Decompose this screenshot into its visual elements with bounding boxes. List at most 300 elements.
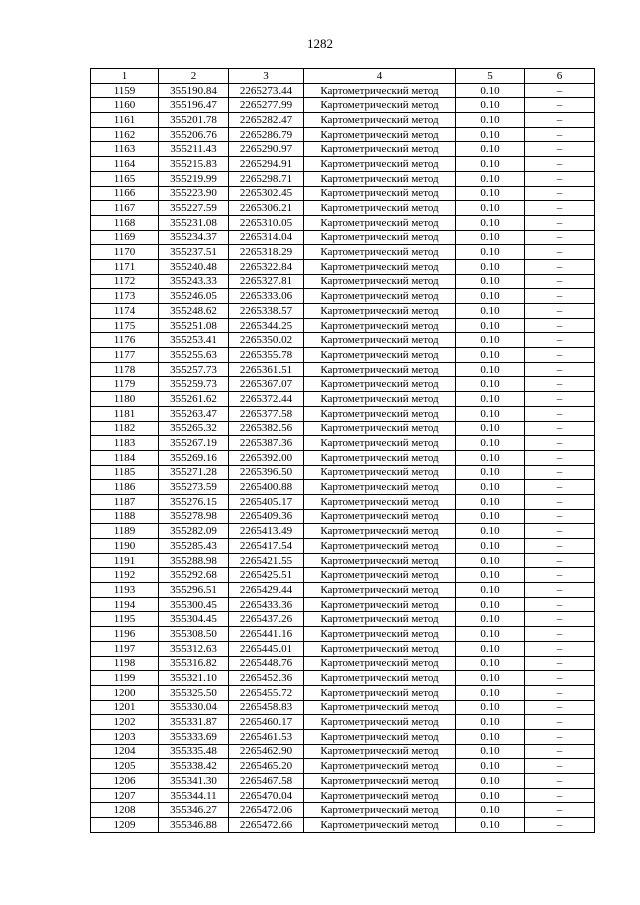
point-number-cell: 1202 <box>91 715 159 730</box>
note-cell: – <box>525 245 595 260</box>
note-cell: – <box>525 788 595 803</box>
method-cell: Картометрический метод <box>304 157 456 172</box>
y-coordinate-cell: 2265405.17 <box>229 494 304 509</box>
accuracy-cell: 0.10 <box>456 465 525 480</box>
table-row <box>91 539 595 554</box>
accuracy-cell: 0.10 <box>456 759 525 774</box>
note-cell: – <box>525 671 595 686</box>
table-row <box>91 509 595 524</box>
y-coordinate-cell: 2265396.50 <box>229 465 304 480</box>
point-number-cell: 1185 <box>91 465 159 480</box>
accuracy-cell: 0.10 <box>456 157 525 172</box>
note-cell: – <box>525 186 595 201</box>
table-row <box>91 421 595 436</box>
point-number-cell: 1206 <box>91 774 159 789</box>
table-body <box>91 83 595 832</box>
note-cell: – <box>525 201 595 216</box>
note-cell: – <box>525 333 595 348</box>
x-coordinate-cell: 355219.99 <box>159 171 229 186</box>
y-coordinate-cell: 2265400.88 <box>229 480 304 495</box>
y-coordinate-cell: 2265467.58 <box>229 774 304 789</box>
column-header: 5 <box>456 69 525 84</box>
point-number-cell: 1160 <box>91 98 159 113</box>
point-number-cell: 1207 <box>91 788 159 803</box>
method-cell: Картометрический метод <box>304 230 456 245</box>
point-number-cell: 1170 <box>91 245 159 260</box>
note-cell: – <box>525 700 595 715</box>
table-row <box>91 553 595 568</box>
note-cell: – <box>525 421 595 436</box>
point-number-cell: 1190 <box>91 539 159 554</box>
method-cell: Картометрический метод <box>304 715 456 730</box>
accuracy-cell: 0.10 <box>456 744 525 759</box>
accuracy-cell: 0.10 <box>456 421 525 436</box>
point-number-cell: 1194 <box>91 597 159 612</box>
table-row <box>91 333 595 348</box>
x-coordinate-cell: 355196.47 <box>159 98 229 113</box>
x-coordinate-cell: 355263.47 <box>159 406 229 421</box>
accuracy-cell: 0.10 <box>456 289 525 304</box>
x-coordinate-cell: 355344.11 <box>159 788 229 803</box>
accuracy-cell: 0.10 <box>456 480 525 495</box>
method-cell: Картометрический метод <box>304 377 456 392</box>
table-row <box>91 98 595 113</box>
point-number-cell: 1199 <box>91 671 159 686</box>
accuracy-cell: 0.10 <box>456 509 525 524</box>
accuracy-cell: 0.10 <box>456 274 525 289</box>
table-row <box>91 348 595 363</box>
method-cell: Картометрический метод <box>304 671 456 686</box>
table-row <box>91 568 595 583</box>
point-number-cell: 1197 <box>91 641 159 656</box>
accuracy-cell: 0.10 <box>456 671 525 686</box>
y-coordinate-cell: 2265460.17 <box>229 715 304 730</box>
x-coordinate-cell: 355304.45 <box>159 612 229 627</box>
note-cell: – <box>525 318 595 333</box>
note-cell: – <box>525 259 595 274</box>
accuracy-cell: 0.10 <box>456 406 525 421</box>
table-row <box>91 362 595 377</box>
point-number-cell: 1183 <box>91 436 159 451</box>
x-coordinate-cell: 355331.87 <box>159 715 229 730</box>
method-cell: Картометрический метод <box>304 803 456 818</box>
y-coordinate-cell: 2265433.36 <box>229 597 304 612</box>
table-row <box>91 774 595 789</box>
y-coordinate-cell: 2265441.16 <box>229 627 304 642</box>
table-row <box>91 113 595 128</box>
point-number-cell: 1179 <box>91 377 159 392</box>
x-coordinate-cell: 355255.63 <box>159 348 229 363</box>
accuracy-cell: 0.10 <box>456 583 525 598</box>
x-coordinate-cell: 355257.73 <box>159 362 229 377</box>
point-number-cell: 1163 <box>91 142 159 157</box>
method-cell: Картометрический метод <box>304 539 456 554</box>
y-coordinate-cell: 2265425.51 <box>229 568 304 583</box>
point-number-cell: 1174 <box>91 304 159 319</box>
point-number-cell: 1167 <box>91 201 159 216</box>
point-number-cell: 1178 <box>91 362 159 377</box>
y-coordinate-cell: 2265458.83 <box>229 700 304 715</box>
x-coordinate-cell: 355308.50 <box>159 627 229 642</box>
y-coordinate-cell: 2265318.29 <box>229 245 304 260</box>
y-coordinate-cell: 2265314.04 <box>229 230 304 245</box>
x-coordinate-cell: 355273.59 <box>159 480 229 495</box>
table-row <box>91 392 595 407</box>
note-cell: – <box>525 612 595 627</box>
note-cell: – <box>525 406 595 421</box>
method-cell: Картометрический метод <box>304 98 456 113</box>
method-cell: Картометрический метод <box>304 318 456 333</box>
point-number-cell: 1173 <box>91 289 159 304</box>
method-cell: Картометрический метод <box>304 421 456 436</box>
x-coordinate-cell: 355341.30 <box>159 774 229 789</box>
point-number-cell: 1208 <box>91 803 159 818</box>
method-cell: Картометрический метод <box>304 113 456 128</box>
accuracy-cell: 0.10 <box>456 318 525 333</box>
point-number-cell: 1196 <box>91 627 159 642</box>
note-cell: – <box>525 583 595 598</box>
x-coordinate-cell: 355265.32 <box>159 421 229 436</box>
point-number-cell: 1191 <box>91 553 159 568</box>
method-cell: Картометрический метод <box>304 818 456 833</box>
table-row <box>91 450 595 465</box>
table-row <box>91 186 595 201</box>
note-cell: – <box>525 818 595 833</box>
x-coordinate-cell: 355300.45 <box>159 597 229 612</box>
note-cell: – <box>525 685 595 700</box>
method-cell: Картометрический метод <box>304 641 456 656</box>
method-cell: Картометрический метод <box>304 348 456 363</box>
accuracy-cell: 0.10 <box>456 259 525 274</box>
x-coordinate-cell: 355227.59 <box>159 201 229 216</box>
table-row <box>91 157 595 172</box>
table-row <box>91 289 595 304</box>
table-row <box>91 201 595 216</box>
accuracy-cell: 0.10 <box>456 113 525 128</box>
table-row <box>91 641 595 656</box>
y-coordinate-cell: 2265421.55 <box>229 553 304 568</box>
method-cell: Картометрический метод <box>304 245 456 260</box>
table-row <box>91 406 595 421</box>
y-coordinate-cell: 2265273.44 <box>229 83 304 98</box>
accuracy-cell: 0.10 <box>456 729 525 744</box>
note-cell: – <box>525 744 595 759</box>
note-cell: – <box>525 568 595 583</box>
method-cell: Картометрический метод <box>304 333 456 348</box>
method-cell: Картометрический метод <box>304 788 456 803</box>
y-coordinate-cell: 2265387.36 <box>229 436 304 451</box>
point-number-cell: 1205 <box>91 759 159 774</box>
method-cell: Картометрический метод <box>304 436 456 451</box>
note-cell: – <box>525 436 595 451</box>
y-coordinate-cell: 2265367.07 <box>229 377 304 392</box>
accuracy-cell: 0.10 <box>456 685 525 700</box>
table-row <box>91 759 595 774</box>
note-cell: – <box>525 230 595 245</box>
column-header: 3 <box>229 69 304 84</box>
point-number-cell: 1195 <box>91 612 159 627</box>
table-row <box>91 245 595 260</box>
method-cell: Картометрический метод <box>304 759 456 774</box>
note-cell: – <box>525 215 595 230</box>
accuracy-cell: 0.10 <box>456 304 525 319</box>
accuracy-cell: 0.10 <box>456 553 525 568</box>
y-coordinate-cell: 2265322.84 <box>229 259 304 274</box>
point-number-cell: 1168 <box>91 215 159 230</box>
x-coordinate-cell: 355276.15 <box>159 494 229 509</box>
method-cell: Картометрический метод <box>304 450 456 465</box>
y-coordinate-cell: 2265302.45 <box>229 186 304 201</box>
method-cell: Картометрический метод <box>304 304 456 319</box>
point-number-cell: 1181 <box>91 406 159 421</box>
note-cell: – <box>525 289 595 304</box>
method-cell: Картометрический метод <box>304 612 456 627</box>
x-coordinate-cell: 355246.05 <box>159 289 229 304</box>
point-number-cell: 1164 <box>91 157 159 172</box>
x-coordinate-cell: 355296.51 <box>159 583 229 598</box>
table-row <box>91 83 595 98</box>
point-number-cell: 1198 <box>91 656 159 671</box>
accuracy-cell: 0.10 <box>456 362 525 377</box>
table-row <box>91 803 595 818</box>
y-coordinate-cell: 2265361.51 <box>229 362 304 377</box>
x-coordinate-cell: 355271.28 <box>159 465 229 480</box>
y-coordinate-cell: 2265286.79 <box>229 127 304 142</box>
accuracy-cell: 0.10 <box>456 186 525 201</box>
table-row <box>91 818 595 833</box>
table-row <box>91 274 595 289</box>
accuracy-cell: 0.10 <box>456 450 525 465</box>
method-cell: Картометрический метод <box>304 289 456 304</box>
y-coordinate-cell: 2265350.02 <box>229 333 304 348</box>
accuracy-cell: 0.10 <box>456 215 525 230</box>
note-cell: – <box>525 480 595 495</box>
point-number-cell: 1182 <box>91 421 159 436</box>
point-number-cell: 1189 <box>91 524 159 539</box>
accuracy-cell: 0.10 <box>456 627 525 642</box>
method-cell: Картометрический метод <box>304 142 456 157</box>
table-row <box>91 171 595 186</box>
note-cell: – <box>525 392 595 407</box>
x-coordinate-cell: 355253.41 <box>159 333 229 348</box>
y-coordinate-cell: 2265282.47 <box>229 113 304 128</box>
y-coordinate-cell: 2265472.06 <box>229 803 304 818</box>
accuracy-cell: 0.10 <box>456 568 525 583</box>
method-cell: Картометрический метод <box>304 83 456 98</box>
y-coordinate-cell: 2265382.56 <box>229 421 304 436</box>
method-cell: Картометрический метод <box>304 597 456 612</box>
accuracy-cell: 0.10 <box>456 597 525 612</box>
accuracy-cell: 0.10 <box>456 818 525 833</box>
accuracy-cell: 0.10 <box>456 201 525 216</box>
point-number-cell: 1161 <box>91 113 159 128</box>
method-cell: Картометрический метод <box>304 774 456 789</box>
note-cell: – <box>525 450 595 465</box>
method-cell: Картометрический метод <box>304 362 456 377</box>
y-coordinate-cell: 2265472.66 <box>229 818 304 833</box>
y-coordinate-cell: 2265413.49 <box>229 524 304 539</box>
x-coordinate-cell: 355231.08 <box>159 215 229 230</box>
method-cell: Картометрический метод <box>304 259 456 274</box>
x-coordinate-cell: 355206.76 <box>159 127 229 142</box>
method-cell: Картометрический метод <box>304 127 456 142</box>
x-coordinate-cell: 355282.09 <box>159 524 229 539</box>
coordinates-table <box>90 68 595 833</box>
y-coordinate-cell: 2265455.72 <box>229 685 304 700</box>
accuracy-cell: 0.10 <box>456 656 525 671</box>
accuracy-cell: 0.10 <box>456 377 525 392</box>
table-row <box>91 524 595 539</box>
y-coordinate-cell: 2265461.53 <box>229 729 304 744</box>
x-coordinate-cell: 355316.82 <box>159 656 229 671</box>
table-row <box>91 612 595 627</box>
point-number-cell: 1188 <box>91 509 159 524</box>
point-number-cell: 1176 <box>91 333 159 348</box>
accuracy-cell: 0.10 <box>456 127 525 142</box>
accuracy-cell: 0.10 <box>456 715 525 730</box>
y-coordinate-cell: 2265277.99 <box>229 98 304 113</box>
y-coordinate-cell: 2265377.58 <box>229 406 304 421</box>
y-coordinate-cell: 2265327.81 <box>229 274 304 289</box>
note-cell: – <box>525 539 595 554</box>
y-coordinate-cell: 2265462.90 <box>229 744 304 759</box>
note-cell: – <box>525 142 595 157</box>
note-cell: – <box>525 362 595 377</box>
column-header: 2 <box>159 69 229 84</box>
x-coordinate-cell: 355321.10 <box>159 671 229 686</box>
y-coordinate-cell: 2265290.97 <box>229 142 304 157</box>
method-cell: Картометрический метод <box>304 568 456 583</box>
method-cell: Картометрический метод <box>304 685 456 700</box>
note-cell: – <box>525 509 595 524</box>
y-coordinate-cell: 2265392.00 <box>229 450 304 465</box>
point-number-cell: 1172 <box>91 274 159 289</box>
point-number-cell: 1203 <box>91 729 159 744</box>
accuracy-cell: 0.10 <box>456 348 525 363</box>
y-coordinate-cell: 2265306.21 <box>229 201 304 216</box>
note-cell: – <box>525 113 595 128</box>
note-cell: – <box>525 157 595 172</box>
table-row <box>91 583 595 598</box>
x-coordinate-cell: 355267.19 <box>159 436 229 451</box>
table-row <box>91 715 595 730</box>
method-cell: Картометрический метод <box>304 201 456 216</box>
accuracy-cell: 0.10 <box>456 803 525 818</box>
note-cell: – <box>525 803 595 818</box>
point-number-cell: 1187 <box>91 494 159 509</box>
note-cell: – <box>525 171 595 186</box>
point-number-cell: 1204 <box>91 744 159 759</box>
accuracy-cell: 0.10 <box>456 436 525 451</box>
x-coordinate-cell: 355251.08 <box>159 318 229 333</box>
note-cell: – <box>525 98 595 113</box>
column-header: 1 <box>91 69 159 84</box>
table-row <box>91 729 595 744</box>
x-coordinate-cell: 355278.98 <box>159 509 229 524</box>
method-cell: Картометрический метод <box>304 700 456 715</box>
accuracy-cell: 0.10 <box>456 539 525 554</box>
x-coordinate-cell: 355312.63 <box>159 641 229 656</box>
note-cell: – <box>525 553 595 568</box>
accuracy-cell: 0.10 <box>456 524 525 539</box>
accuracy-cell: 0.10 <box>456 494 525 509</box>
method-cell: Картометрический метод <box>304 553 456 568</box>
note-cell: – <box>525 715 595 730</box>
x-coordinate-cell: 355248.62 <box>159 304 229 319</box>
note-cell: – <box>525 774 595 789</box>
note-cell: – <box>525 656 595 671</box>
y-coordinate-cell: 2265445.01 <box>229 641 304 656</box>
table-row <box>91 480 595 495</box>
point-number-cell: 1162 <box>91 127 159 142</box>
x-coordinate-cell: 355269.16 <box>159 450 229 465</box>
table-row <box>91 436 595 451</box>
accuracy-cell: 0.10 <box>456 392 525 407</box>
accuracy-cell: 0.10 <box>456 788 525 803</box>
y-coordinate-cell: 2265470.04 <box>229 788 304 803</box>
x-coordinate-cell: 355288.98 <box>159 553 229 568</box>
point-number-cell: 1200 <box>91 685 159 700</box>
point-number-cell: 1209 <box>91 818 159 833</box>
point-number-cell: 1166 <box>91 186 159 201</box>
accuracy-cell: 0.10 <box>456 83 525 98</box>
x-coordinate-cell: 355346.88 <box>159 818 229 833</box>
note-cell: – <box>525 759 595 774</box>
x-coordinate-cell: 355234.37 <box>159 230 229 245</box>
x-coordinate-cell: 355240.48 <box>159 259 229 274</box>
table-row <box>91 318 595 333</box>
note-cell: – <box>525 597 595 612</box>
x-coordinate-cell: 355285.43 <box>159 539 229 554</box>
note-cell: – <box>525 494 595 509</box>
y-coordinate-cell: 2265452.36 <box>229 671 304 686</box>
point-number-cell: 1159 <box>91 83 159 98</box>
point-number-cell: 1177 <box>91 348 159 363</box>
method-cell: Картометрический метод <box>304 656 456 671</box>
method-cell: Картометрический метод <box>304 392 456 407</box>
table-row <box>91 377 595 392</box>
table-row <box>91 744 595 759</box>
note-cell: – <box>525 729 595 744</box>
column-header: 4 <box>304 69 456 84</box>
table-row <box>91 304 595 319</box>
y-coordinate-cell: 2265409.36 <box>229 509 304 524</box>
accuracy-cell: 0.10 <box>456 98 525 113</box>
x-coordinate-cell: 355201.78 <box>159 113 229 128</box>
x-coordinate-cell: 355237.51 <box>159 245 229 260</box>
accuracy-cell: 0.10 <box>456 333 525 348</box>
x-coordinate-cell: 355215.83 <box>159 157 229 172</box>
y-coordinate-cell: 2265372.44 <box>229 392 304 407</box>
point-number-cell: 1180 <box>91 392 159 407</box>
x-coordinate-cell: 355190.84 <box>159 83 229 98</box>
y-coordinate-cell: 2265437.26 <box>229 612 304 627</box>
note-cell: – <box>525 127 595 142</box>
table-row <box>91 465 595 480</box>
y-coordinate-cell: 2265298.71 <box>229 171 304 186</box>
accuracy-cell: 0.10 <box>456 774 525 789</box>
method-cell: Картометрический метод <box>304 627 456 642</box>
method-cell: Картометрический метод <box>304 215 456 230</box>
x-coordinate-cell: 355243.33 <box>159 274 229 289</box>
x-coordinate-cell: 355333.69 <box>159 729 229 744</box>
point-number-cell: 1175 <box>91 318 159 333</box>
table-row <box>91 142 595 157</box>
note-cell: – <box>525 377 595 392</box>
y-coordinate-cell: 2265294.91 <box>229 157 304 172</box>
y-coordinate-cell: 2265333.06 <box>229 289 304 304</box>
table-row <box>91 671 595 686</box>
